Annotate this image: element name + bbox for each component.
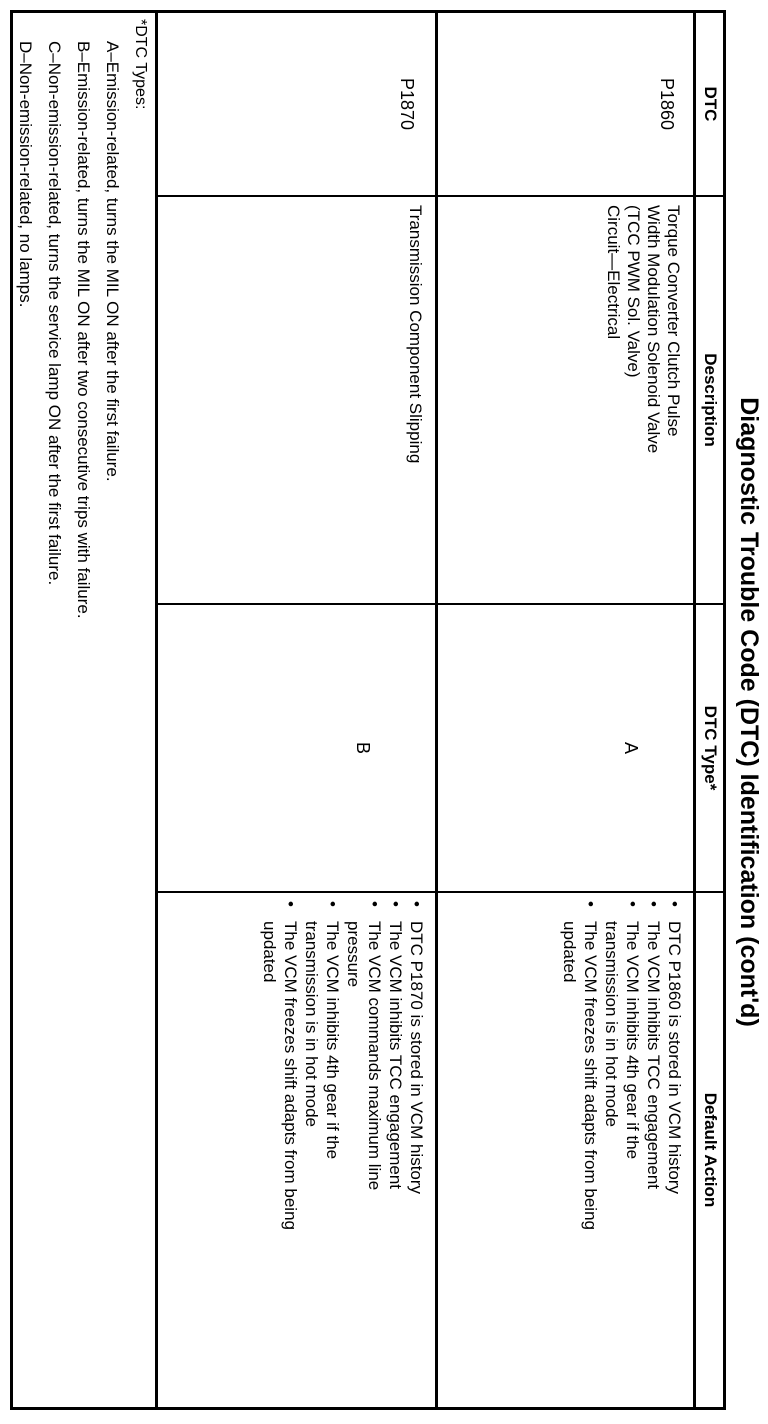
bullet-icon: • — [665, 901, 684, 907]
action-line: The VCM freezes shift adapts from being — [581, 921, 600, 1230]
footnote-list — [11, 41, 127, 1401]
header-dtc: DTC — [696, 13, 723, 197]
footnote-title: *DTC Types: — [132, 19, 149, 110]
action-line: The VCM inhibits TCC engagement — [644, 921, 663, 1190]
list-item: D–Non-emission-related, no lamps. — [16, 41, 35, 308]
list-item — [343, 899, 385, 1407]
action-line: The VCM inhibits 4th gear if the — [323, 921, 342, 1160]
action-line: pressure — [344, 921, 363, 988]
dtc-code: P1870 — [397, 77, 417, 131]
action-line: The VCM inhibits TCC engagement — [386, 921, 405, 1190]
description-line: Transmission Component Slipping — [406, 205, 425, 464]
dtc-code: P1860 — [657, 77, 677, 131]
default-action-list — [559, 893, 693, 1407]
default-action-cell — [438, 893, 693, 1407]
dtc-types-footnote — [13, 13, 155, 1407]
dtc-type-cell — [438, 605, 693, 893]
bullet-icon: • — [386, 901, 405, 907]
action-line: The VCM inhibits 4th gear if the — [623, 921, 642, 1160]
page-title: Diagnostic Trouble Code (DTC) Identification (cont'd) — [735, 397, 763, 1027]
bullet-icon: • — [581, 901, 600, 907]
list-item — [643, 899, 664, 1407]
description-line: Torque Converter Clutch Pulse — [664, 205, 683, 437]
dtc-type-value: A — [621, 741, 641, 754]
list-item — [559, 899, 601, 1407]
bullet-icon: • — [281, 901, 300, 907]
action-line: updated — [260, 921, 279, 983]
description-cell — [438, 197, 693, 605]
action-line: updated — [560, 921, 579, 983]
default-action-cell — [158, 893, 435, 1407]
description-line: (TCC PWM Sol. Valve) — [624, 205, 643, 378]
description-line: Width Modulation Solenoid Valve — [644, 205, 663, 454]
table-header-row — [693, 13, 723, 1407]
dtc-identification-table — [10, 10, 726, 1410]
table-row — [435, 13, 693, 1407]
description-text — [603, 197, 693, 603]
dtc-cell — [438, 13, 693, 197]
list-item: B–Emission-related, turns the MIL ON after two consecutive trips with failure. — [74, 41, 93, 619]
header-default-action: Default Action — [701, 1092, 720, 1208]
dtc-type-cell — [158, 605, 435, 893]
description-text — [405, 197, 435, 603]
description-line: Circuit—Electrical — [604, 205, 623, 340]
action-line: DTC P1870 is stored in VCM history — [407, 921, 426, 1195]
bullet-icon: • — [644, 901, 663, 907]
bullet-icon: • — [365, 901, 384, 907]
table-row — [155, 13, 435, 1407]
action-line: transmission is in hot mode — [602, 921, 621, 1127]
list-item — [406, 899, 427, 1407]
list-item — [601, 899, 643, 1407]
bullet-icon: • — [323, 901, 342, 907]
bullet-icon: • — [407, 901, 426, 907]
dtc-cell — [158, 13, 435, 197]
action-line: transmission is in hot mode — [302, 921, 321, 1127]
list-item: A–Emission-related, turns the MIL ON after the first failure. — [103, 41, 122, 482]
bullet-icon: • — [623, 901, 642, 907]
header-dtc-type: DTC Type* — [696, 605, 723, 893]
list-item — [385, 899, 406, 1407]
list-item: C–Non-emission-related, turns the service lamp ON after the first failure. — [45, 41, 64, 586]
default-action-list — [259, 893, 435, 1407]
description-cell — [158, 197, 435, 605]
list-item — [664, 899, 685, 1407]
action-line: DTC P1860 is stored in VCM history — [665, 921, 684, 1195]
header-description: Description — [696, 197, 723, 605]
action-line: The VCM freezes shift adapts from being — [281, 921, 300, 1230]
action-line: The VCM commands maximum line — [365, 921, 384, 1191]
dtc-type-value: B — [353, 741, 373, 754]
list-item — [259, 899, 301, 1407]
list-item — [301, 899, 343, 1407]
